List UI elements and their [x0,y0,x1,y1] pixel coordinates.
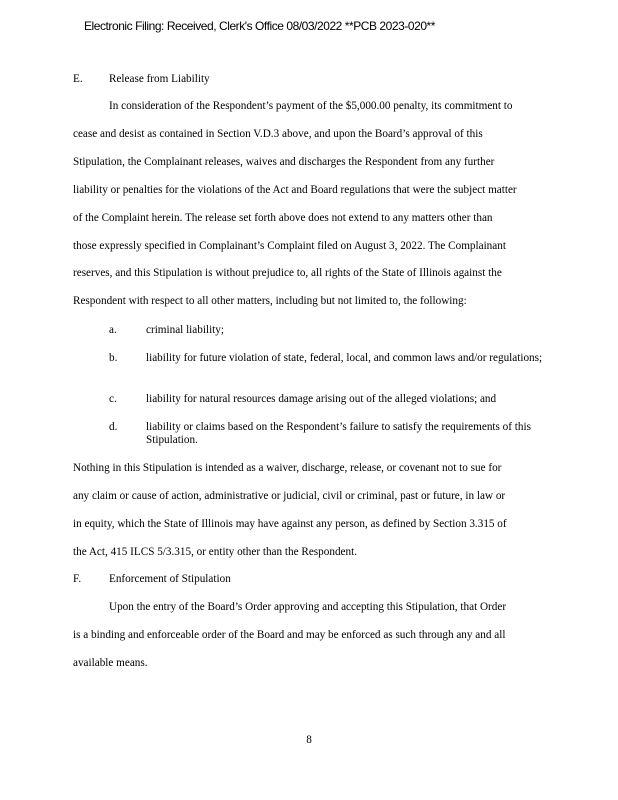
section-e-line: Stipulation, the Complainant releases, waives and discharges the Respondent from any further [73,156,495,168]
closing-line: Nothing in this Stipulation is intended as a waiver, discharge, release, or covenant not to sue for [73,462,502,474]
closing-line: in equity, which the State of Illinois may have against any person, as defined by Section 3.315 of [73,518,507,530]
section-e-line: those expressly specified in Complainant’s Complaint filed on August 3, 2022. The Complainant [73,240,506,252]
list-item-text: criminal liability; [146,324,224,336]
section-f-heading [73,573,231,585]
section-e-title: Release from Liability [109,73,210,85]
list-item-label: a. [109,324,117,336]
section-e-line: cease and desist as contained in Section V.D.3 above, and upon the Board’s approval of this [73,128,483,140]
filing-header: Electronic Filing: Received, Clerk's Office 08/03/2022 **PCB 2023-020** [84,19,435,33]
section-f-letter: F. [73,573,82,585]
section-f-line: Upon the entry of the Board’s Order approving and accepting this Stipulation, that Order [109,601,507,613]
section-e-heading [73,73,210,85]
section-f-title: Enforcement of Stipulation [109,573,231,585]
list-item-text: liability or claims based on the Respondent’s failure to satisfy the requirements of this Stipulation. [146,421,531,446]
closing-line: any claim or cause of action, administrative or judicial, civil or criminal, past or future, in law or [73,490,506,502]
section-e-letter: E. [73,73,83,85]
list-item-label: c. [109,393,117,405]
section-e-line: liability or penalties for the violations of the Act and Board regulations that were the subject matter [73,184,517,196]
section-e-line: reserves, and this Stipulation is without prejudice to, all rights of the State of Illinois against the [73,267,502,279]
list-item-text: liability for future violation of state, federal, local, and common laws and/or regulations; [146,352,543,364]
closing-line: the Act, 415 ILCS 5/3.315, or entity other than the Respondent. [73,546,357,558]
list-item-label: b. [109,352,118,364]
section-f-line: is a binding and enforceable order of the Board and may be enforced as such through any and all [73,629,506,641]
list-item-text: liability for natural resources damage arising out of the alleged violations; and [146,393,497,405]
section-e-line: In consideration of the Respondent’s payment of the $5,000.00 penalty, its commitment to [109,100,513,112]
list-item-label: d. [109,421,118,433]
section-e-line: Respondent with respect to all other matters, including but not limited to, the following: [73,295,467,307]
page-number: 8 [306,734,312,746]
section-e-line: of the Complaint herein. The release set forth above does not extend to any matters other than [73,212,493,224]
section-f-line: available means. [73,657,148,669]
